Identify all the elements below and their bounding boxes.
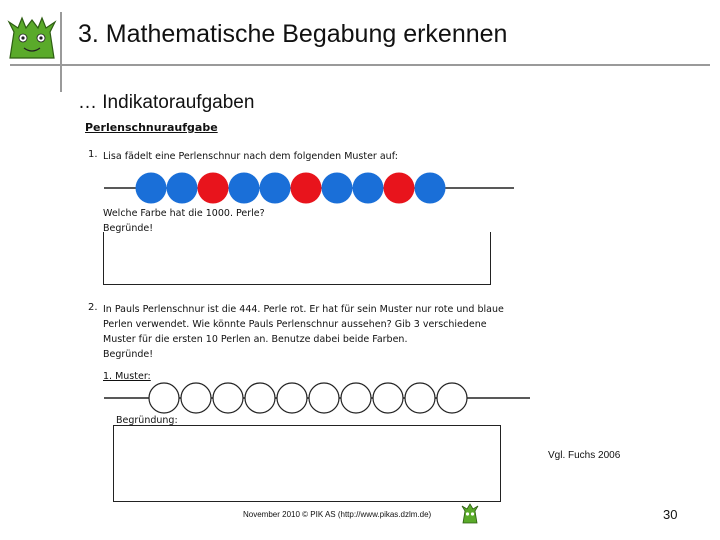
- header-horizontal-rule: [10, 64, 710, 66]
- pikas-logo-icon: [6, 14, 58, 62]
- empty-bead: [149, 383, 179, 413]
- bead-red: [384, 173, 415, 204]
- task-2-reasoning-label: Begründung:: [116, 415, 178, 426]
- bead-red: [198, 173, 229, 204]
- footer-copyright: November 2010 © PIK AS (http://www.pikas.dzlm.de): [243, 510, 432, 519]
- empty-bead: [341, 383, 371, 413]
- task-1-answer-box: [103, 232, 491, 285]
- source-reference: Vgl. Fuchs 2006: [548, 450, 621, 461]
- bead-blue: [136, 173, 167, 204]
- pikas-mascot-icon: [460, 503, 480, 525]
- task-2-text: [103, 302, 513, 362]
- worksheet-heading: Perlenschnuraufgabe: [85, 121, 218, 134]
- page-number: 30: [663, 507, 678, 522]
- bead-blue: [353, 173, 384, 204]
- task-1-question: Welche Farbe hat die 1000. Perle?: [103, 208, 265, 219]
- task-2-empty-bead-string: [100, 378, 535, 418]
- empty-bead: [405, 383, 435, 413]
- bead-blue: [322, 173, 353, 204]
- task-1-text: Lisa fädelt eine Perlenschnur nach dem folgenden Muster auf:: [103, 151, 398, 162]
- slide-title: 3. Mathematische Begabung erkennen: [78, 20, 508, 48]
- empty-bead: [309, 383, 339, 413]
- empty-bead: [437, 383, 467, 413]
- task-1-bead-string: [100, 168, 520, 208]
- bead-blue: [415, 173, 446, 204]
- empty-bead: [213, 383, 243, 413]
- empty-bead: [181, 383, 211, 413]
- task-2-number: 2.: [88, 302, 98, 313]
- task-2-answer-box: [113, 425, 501, 502]
- bead-blue: [167, 173, 198, 204]
- empty-bead: [277, 383, 307, 413]
- task-2-instructions: In Pauls Perlenschnur ist die 444. Perle rot. Er hat für sein Muster nur rote und blaue Perlen verwendet. Wie könnte Pauls Perlenschnur aussehen? Gib 3 verschiedene Muster für die ersten 10 Perlen an. Benutze dabei beide Farben.: [103, 304, 504, 345]
- bead-red: [291, 173, 322, 204]
- empty-bead: [373, 383, 403, 413]
- bead-blue: [229, 173, 260, 204]
- task-2-pattern-label: 1. Muster:: [103, 371, 151, 382]
- task-1-number: 1.: [88, 149, 98, 160]
- slide-subtitle: … Indikatoraufgaben: [78, 92, 255, 113]
- task-1-reason-label: Begründe!: [103, 223, 154, 234]
- empty-bead: [245, 383, 275, 413]
- bead-blue: [260, 173, 291, 204]
- header-vertical-rule: [60, 12, 62, 92]
- task-2-reason-label: Begründe!: [103, 349, 154, 360]
